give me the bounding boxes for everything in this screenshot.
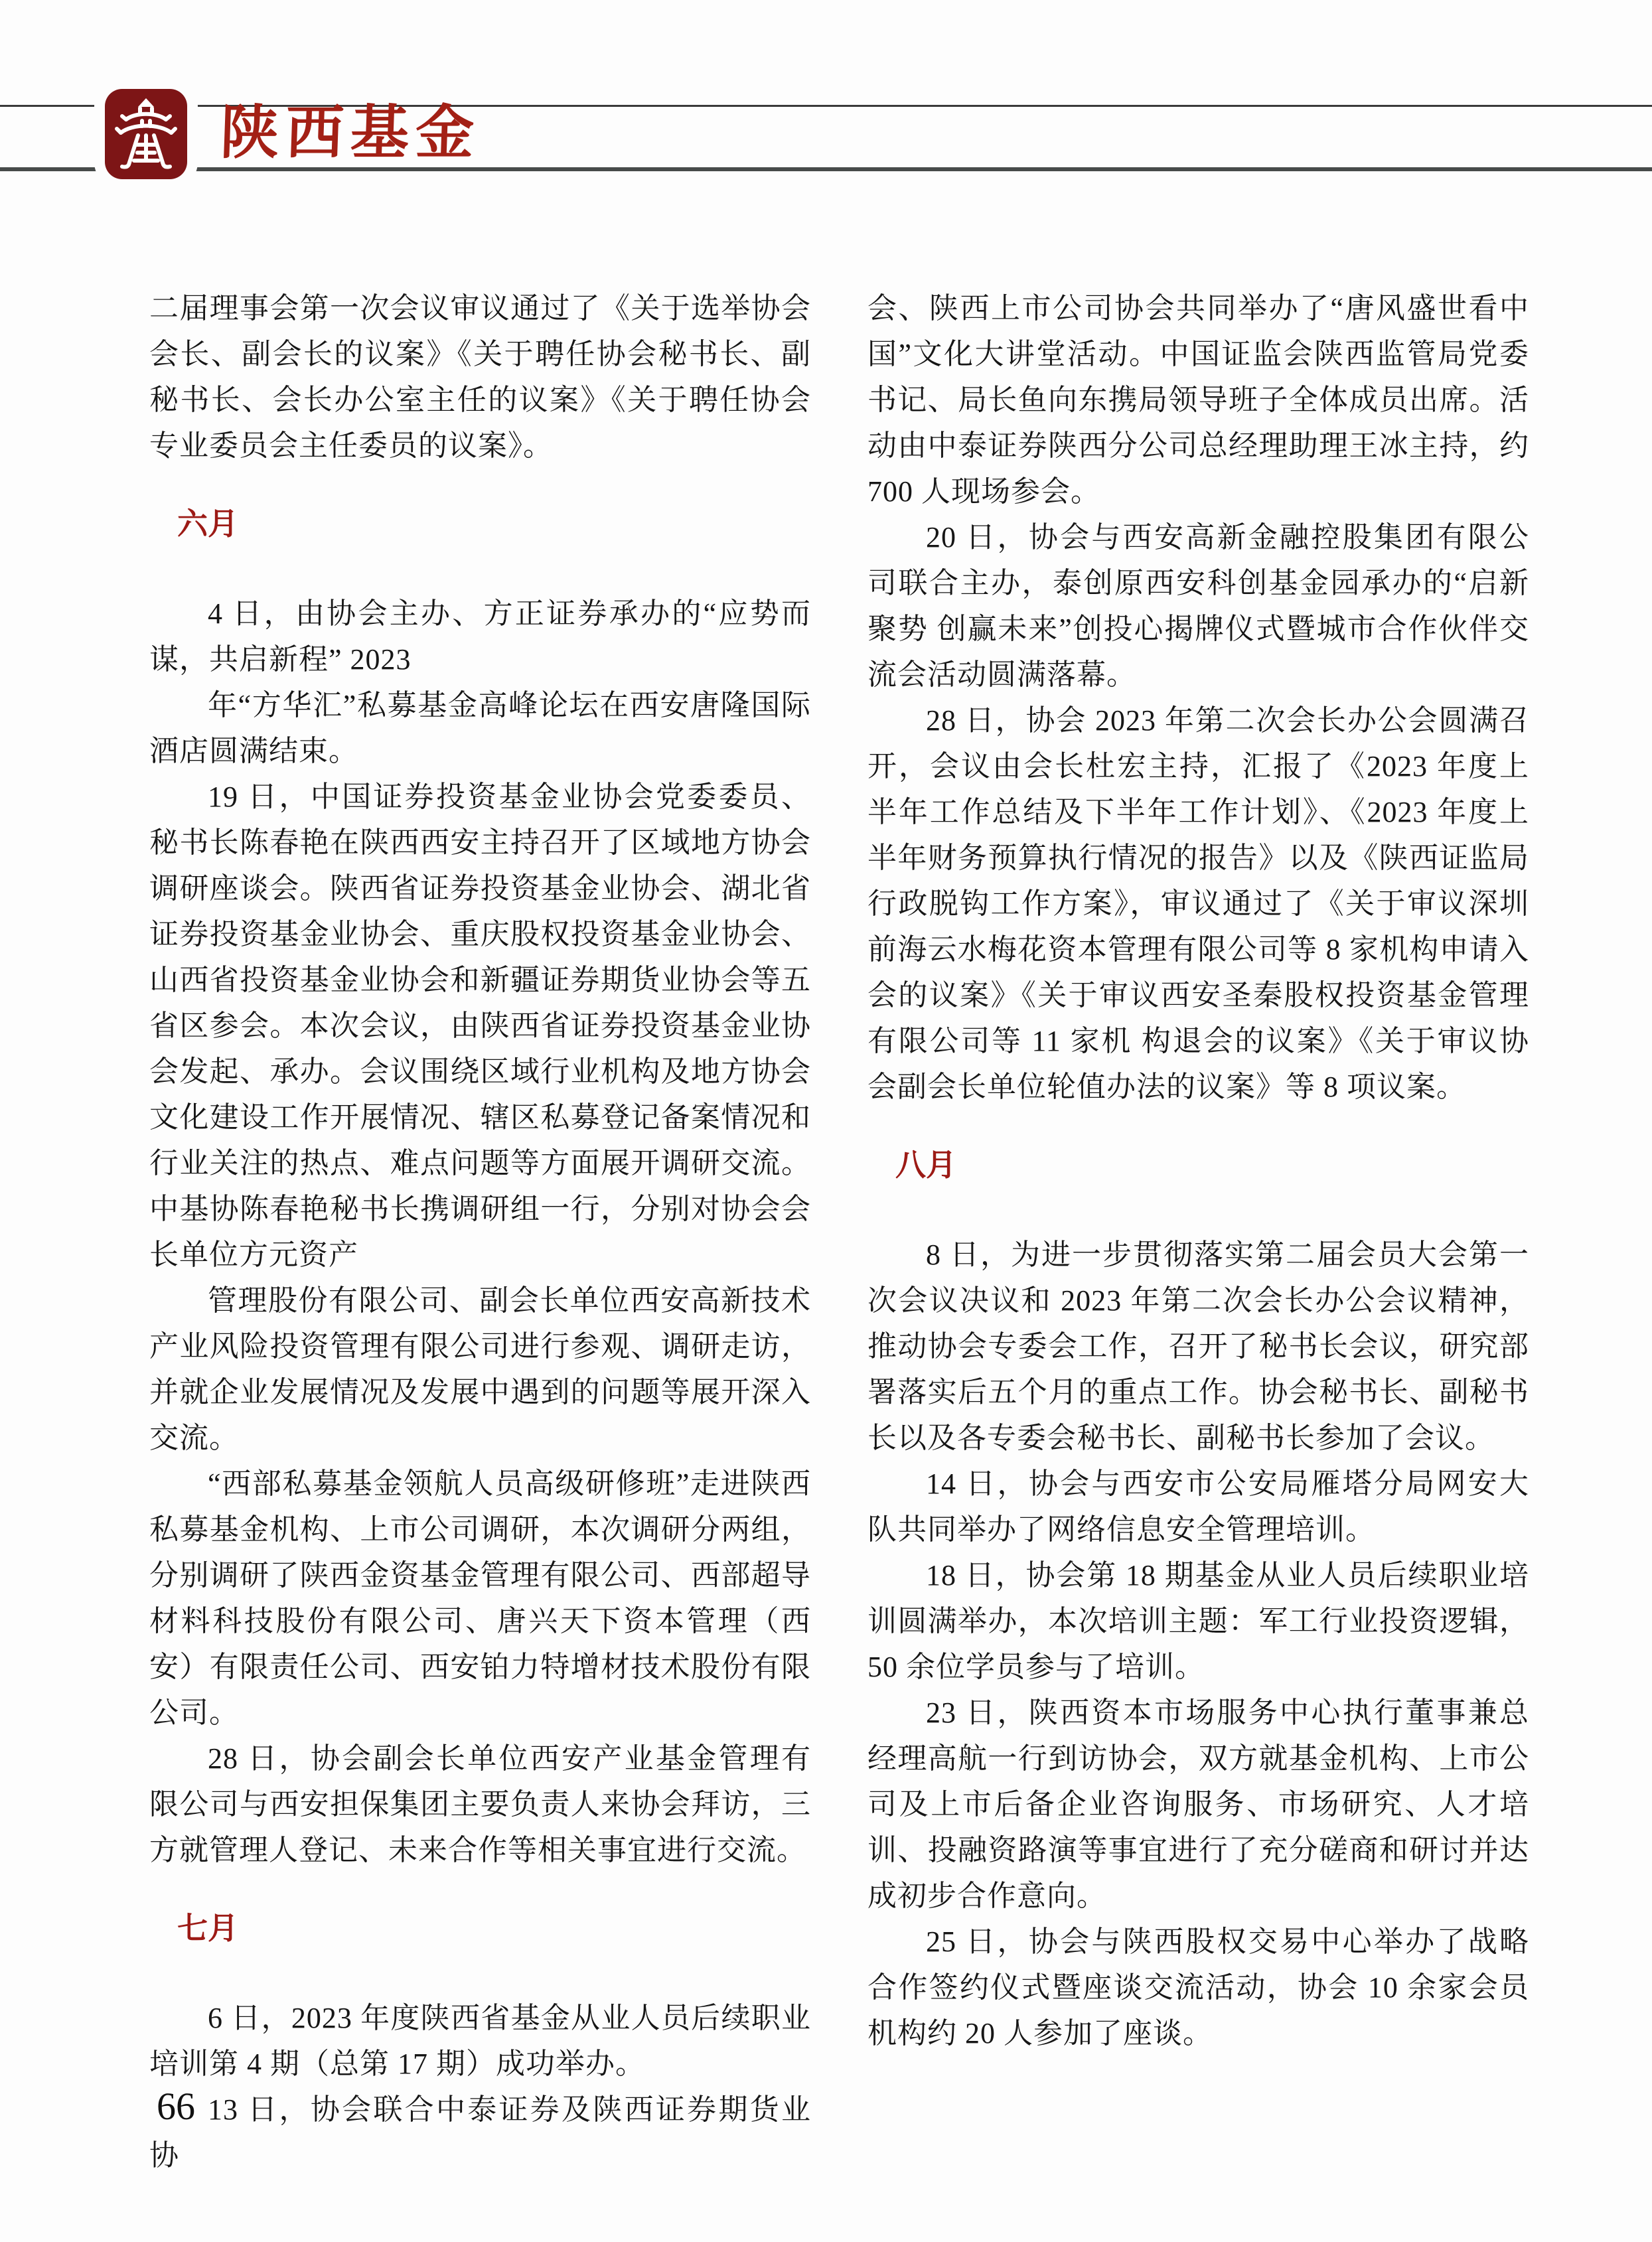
paragraph: 二届理事会第一次会议审议通过了《关于选举协会会长、副会长的议案》《关于聘任协会秘书长、副秘书长、会长办公室主任的议案》《关于聘任协会专业委员会主任委员的议案》。 bbox=[149, 292, 811, 462]
article-body bbox=[149, 285, 1529, 2178]
paragraph: 年“方华汇”私募基金高峰论坛在西安唐隆国际酒店圆满结束。 bbox=[149, 689, 811, 767]
paragraph: 25 日，协会与陕西股权交易中心举办了战略合作签约仪式暨座谈交流活动，协会 10 余家会员机构约 20 人参加了座谈。 bbox=[867, 1925, 1529, 2050]
right-column bbox=[867, 285, 1529, 2178]
paragraph: 管理股份有限公司、副会长单位西安高新技术产业风险投资管理有限公司进行参观、调研走访，并就企业发展情况及发展中遇到的问题等展开深入交流。 bbox=[149, 1284, 811, 1454]
paragraph: 8 日，为进一步贯彻落实第二届会员大会第一次会议决议和 2023 年第二次会长办公会议精神，推动协会专委会工作，召开了秘书长会议，研究部署落实后五个月的重点工作。协会秘书长、副秘书长以及各专委会秘书长、副秘书长参加了会议。 bbox=[867, 1238, 1529, 1454]
left-column bbox=[149, 285, 811, 2178]
month-heading: 六月 bbox=[177, 507, 238, 541]
paragraph: 会、陕西上市公司协会共同举办了“唐风盛世看中国”文化大讲堂活动。中国证监会陕西监管局党委书记、局长鱼向东携局领导班子全体成员出席。活动由中泰证券陕西分公司总经理助理王冰主持，约 700 人现场参会。 bbox=[867, 292, 1529, 508]
paragraph: 20 日，协会与西安高新金融控股集团有限公司联合主办，泰创原西安科创基金园承办的“启新聚势 创赢未来”创投心揭牌仪式暨城市合作伙伴交流会活动圆满落幕。 bbox=[867, 521, 1529, 691]
paragraph: 13 日，协会联合中泰证券及陕西证券期货业协 bbox=[149, 2093, 811, 2172]
month-heading: 七月 bbox=[177, 1911, 238, 1945]
page-number: 66 bbox=[157, 2085, 195, 2128]
paragraph: 19 日，中国证券投资基金业协会党委委员、秘书长陈春艳在陕西西安主持召开了区域地方协会调研座谈会。陕西省证券投资基金业协会、湖北省证券投资基金业协会、重庆股权投资基金业协会、山西省投资基金业协会和新疆证券期货业协会等五省区参会。本次会议，由陕西省证券投资基金业协会发起、承办。会议围绕区域行业机构及地方协会文化建设工作开展情况、辖区私募登记备案情况和行业关注的热点、难点问题等方面展开调研交流。中基协陈春艳秘书长携调研组一行，分别对协会会长单位方元资产 bbox=[149, 781, 811, 1271]
brand-logo bbox=[105, 89, 187, 179]
header-rule-thick bbox=[0, 167, 1652, 171]
paragraph: 14 日，协会与西安市公安局雁塔分局网安大队共同举办了网络信息安全管理培训。 bbox=[867, 1467, 1529, 1546]
paragraph: “西部私募基金领航人员高级研修班”走进陕西私募基金机构、上市公司调研，本次调研分两组，分别调研了陕西金资基金管理有限公司、西部超导材料科技股份有限公司、唐兴天下资本管理（西安）有限责任公司、西安铂力特增材技术股份有限公司。 bbox=[149, 1467, 811, 1729]
month-heading: 八月 bbox=[895, 1148, 956, 1182]
pagoda-seal-icon bbox=[113, 94, 179, 175]
brand-title: 陕西基金 bbox=[219, 102, 482, 166]
paragraph: 4 日，由协会主办、方正证券承办的“应势而谋，共启新程” 2023 bbox=[149, 597, 811, 676]
paragraph: 6 日，2023 年度陕西省基金从业人员后续职业培训第 4 期（总第 17 期）成功举办。 bbox=[149, 2002, 811, 2080]
paragraph: 23 日，陕西资本市场服务中心执行董事兼总经理高航一行到访协会，双方就基金机构、上市公司及上市后备企业咨询服务、市场研究、人才培训、投融资路演等事宜进行了充分磋商和研讨并达成初步合作意向。 bbox=[867, 1696, 1529, 1912]
paragraph: 18 日，协会第 18 期基金从业人员后续职业培训圆满举办，本次培训主题：军工行业投资逻辑，50 余位学员参与了培训。 bbox=[867, 1559, 1529, 1683]
paragraph: 28 日，协会 2023 年第二次会长办公会圆满召开，会议由会长杜宏主持，汇报了《2023 年度上半年工作总结及下半年工作计划》、《2023 年度上半年财务预算执行情况的报告》以及《陕西证监局行政脱钩工作方案》，审议通过了《关于审议深圳前海云水梅花资本管理有限公司等 8 家机构申请入会的议案》《关于审议西安圣秦股权投资基金管理有限公司等 11 家机 构退会的议案》《关于审议协会副会长单位轮值办法的议案》等 8 项议案。 bbox=[867, 704, 1529, 1103]
paragraph: 28 日，协会副会长单位西安产业基金管理有限公司与西安担保集团主要负责人来协会拜访，三方就管理人登记、未来合作等相关事宜进行交流。 bbox=[149, 1742, 811, 1866]
